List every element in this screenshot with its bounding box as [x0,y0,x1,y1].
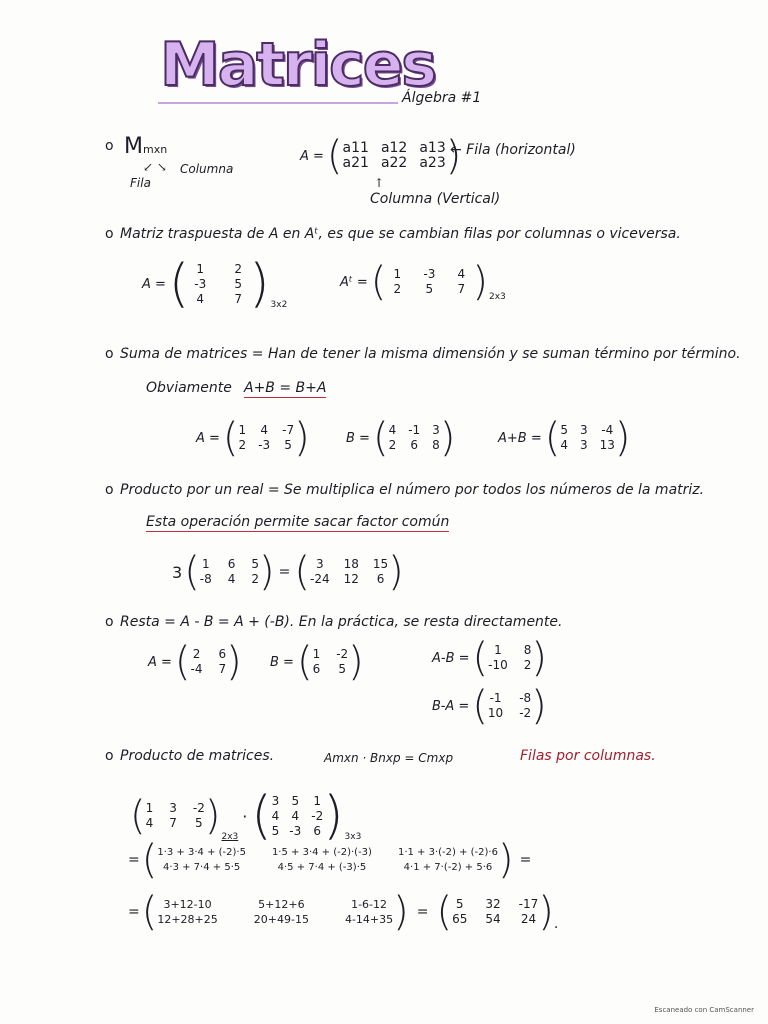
cell: 7 [169,816,177,830]
matrix-a [142,254,288,314]
cell: 7 [457,282,466,296]
suma-heading: Suma de matrices = Han de tener la misma dimensión y se suman término por término. [120,346,741,362]
cell: 4·1 + 7·(-2) + 5·6 [403,862,493,873]
cell: -4 [190,662,203,676]
cell: a12 [380,140,408,156]
left-paren: ( [141,889,158,935]
left-paren: ( [544,415,561,461]
cell: 2 [238,438,247,452]
cell: 4 [260,423,268,437]
producto-matrices-heading: Producto de matrices. [120,748,275,764]
right-paren: ) [531,635,547,681]
right-paren: ) [531,683,547,729]
cell: 3 [432,423,440,437]
cell: 3+12-10 [163,898,212,911]
cell: 3 [315,557,324,571]
matrix-label: A = [142,276,166,292]
cell: 2 [251,572,260,586]
cell: a23 [419,155,446,171]
cell: 2 [523,658,532,672]
left-paren: ( [130,793,146,839]
cell: 6 [313,823,322,838]
matrix-a-plus-b [498,415,631,461]
cell: 54 [485,912,501,926]
cell: 2 [393,282,402,296]
equals-sign: = [128,852,140,868]
matrix-label: B = [270,654,294,670]
cell: -2 [192,801,205,815]
equals-sign: = [278,564,291,580]
arrow-up-icon: ↑ [374,176,385,190]
product-sums [128,889,559,935]
dot-operator: · [242,806,248,826]
matrix-a-resta [148,639,242,685]
cell: 6 [227,557,236,571]
title-underline [158,102,398,104]
dimension: 2x3 [488,292,506,302]
cell: -7 [282,423,295,437]
columna-label: Columna [180,162,234,176]
bullet-6: o [105,748,114,764]
cell: 13 [599,438,615,452]
cell: -8 [199,572,212,586]
cell: 1-6-12 [351,898,388,911]
cell: 1 [312,647,321,661]
cell: a22 [380,155,408,171]
right-paren: ) [226,639,242,685]
cell: 5+12+6 [258,898,305,911]
left-paren: ( [326,133,343,179]
right-paren: ) [538,889,554,935]
cell: -1 [408,423,421,437]
cell: 5 [195,816,203,830]
left-paren: ( [436,889,453,935]
cell: 3 [271,793,280,808]
cell: -2 [311,808,324,823]
bullet-1: o [105,138,114,154]
cell: 1 [238,423,247,437]
cell: 2 [234,261,243,276]
equals-sign: = [519,852,532,868]
matrix-b-resta [270,639,364,685]
cell: a21 [342,155,369,171]
cell: -1 [489,691,502,705]
cell: -3 [423,267,436,281]
cell: 1 [393,267,402,281]
left-paren: ( [168,254,190,314]
matrix-a-general [300,133,462,179]
cell: 3 [579,438,588,452]
m-subscript: mxn [142,143,168,156]
cell: 1·1 + 3·(-2) + (-2)·6 [397,847,498,858]
resta-heading: Resta = A - B = A + (-B). En la práctica, se resta directamente. [120,614,563,630]
cell: -2 [336,647,349,661]
cell: 4-14+35 [344,913,394,926]
cell: -24 [310,572,330,586]
right-paren: ) [445,133,462,179]
cell: 5 [425,282,434,296]
product-dimension-formula: Amxn · Bnxp = Cmxp [324,751,454,765]
left-paren: ( [296,639,313,685]
cell: 5 [455,897,464,911]
cell: 1·3 + 3·4 + (-2)·5 [157,847,246,858]
dimension: 3x3 [344,832,362,842]
left-paren: ( [184,549,200,595]
producto-real-heading: Producto por un real = Se multiplica el número por todos los números de la matriz. [120,482,705,498]
matrix-label: Aᵗ = [340,274,368,290]
right-paren: ) [439,415,456,461]
cell: 6 [312,662,321,676]
traspuesta-heading: Matriz traspuesta de A en Aᵗ, es que se cambian filas por columnas o viceversa. [120,226,681,242]
dimension: 3x2 [270,300,288,310]
cell: 15 [372,557,389,571]
cell: 65 [452,912,468,926]
cell: 24 [520,912,537,926]
cell: 4 [388,423,397,437]
obviamente-label: Obviamente [146,380,232,396]
matrix-a-sum [196,415,310,461]
cell: 1·5 + 3·4 + (-2)·(-3) [271,847,372,858]
cell: 1 [201,557,210,571]
left-paren: ( [174,639,191,685]
equals-sign: = [416,904,429,920]
left-paren: ( [472,635,489,681]
right-paren: ) [497,837,514,883]
cell: 4 [145,816,154,830]
cell: 3 [579,423,588,437]
cell: 4 [227,572,236,586]
matrix-b-minus-a [432,683,547,729]
cell: 18 [343,557,359,571]
cell: 6 [410,438,418,452]
matrix-label: A = [300,148,324,164]
period: . [553,916,559,932]
cell: a11 [342,140,369,156]
cell: 12 [343,572,359,586]
right-paren: ) [388,549,404,595]
equals-sign: = [128,904,140,920]
cell: 32 [485,897,501,911]
left-paren: ( [472,683,488,729]
left-paren: ( [222,415,239,461]
right-paren: ) [294,415,310,461]
scanner-watermark: Escaneado con CamScanner [654,1006,754,1014]
m-symbol [124,134,167,159]
matrix-product-factors [130,786,362,846]
cell: 5 [291,793,300,808]
cell: -3 [289,823,302,838]
left-paren: ( [251,786,272,846]
cell: 6 [218,647,227,661]
page-title: Matrices [160,30,436,100]
cell: a13 [419,140,446,156]
cell: 10 [487,706,504,720]
cell: -3 [258,438,271,452]
right-paren: ) [249,254,270,314]
matrix-label: B-A = [432,698,470,714]
cell: 4 [196,291,205,306]
scalar: 3 [172,562,183,582]
cell: 4 [560,438,568,452]
factor-comun-note: Esta operación permite sacar factor común [146,514,450,530]
right-paren: ) [323,786,344,846]
filas-por-columnas-note: Filas por columnas. [520,748,656,764]
right-paren: ) [614,415,631,461]
arrows-icon: ↙ ↘ [143,160,167,174]
cell: 2 [192,647,201,661]
right-paren: ) [204,793,221,839]
cell: 7 [234,291,243,306]
commutative-property: A+B = B+A [244,380,327,396]
cell: 12+28+25 [157,913,218,926]
cell: 4·3 + 7·4 + 5·5 [163,862,241,873]
cell: 8 [523,643,532,657]
cell: 20+49-15 [253,913,309,926]
fila-note: ← Fila (horizontal) [450,142,576,158]
cell: 7 [218,662,227,676]
cell: 4 [457,267,466,281]
cell: 8 [432,438,440,452]
left-paren: ( [294,549,310,595]
columna-note: Columna (Vertical) [370,191,501,207]
cell: -10 [488,658,508,672]
cell: 1 [494,643,502,657]
matrix-label: A+B = [498,430,542,446]
cell: 4·5 + 7·4 + (-3)·5 [277,862,367,873]
bullet-2: o [105,226,114,242]
dimension: 2x3 [221,832,239,842]
right-paren: ) [348,639,364,685]
m-letter: M [124,134,143,159]
cell: -3 [194,276,207,291]
matrix-label: B = [346,430,370,446]
cell: -2 [519,706,532,720]
cell: 5 [271,823,280,838]
matrix-at [340,259,506,305]
right-paren: ) [393,889,409,935]
matrix-label: A-B = [432,650,470,666]
matrix-label: A = [148,654,172,670]
cell: 3 [169,801,177,815]
right-paren: ) [259,549,275,595]
subtitle: Álgebra #1 [402,90,482,106]
cell: 4 [271,808,280,823]
bullet-5: o [105,614,114,630]
scalar-product [172,549,404,595]
cell: 4 [291,808,300,823]
fila-label: Fila [130,176,151,190]
cell: 1 [313,793,322,808]
matrix-a-minus-b [432,635,547,681]
left-paren: ( [372,415,389,461]
left-paren: ( [141,837,158,883]
left-paren: ( [370,259,387,305]
cell: -17 [518,897,539,911]
matrix-label: A = [196,430,220,446]
cell: -4 [601,423,614,437]
cell: 1 [145,801,154,815]
cell: 5 [338,662,346,676]
bullet-4: o [105,482,114,498]
cell: 5 [251,557,260,571]
cell: 5 [284,438,292,452]
cell: 5 [560,423,568,437]
cell: 1 [196,261,205,276]
cell: 6 [376,572,385,586]
bullet-3: o [105,346,114,362]
cell: 2 [388,438,397,452]
cell: -8 [519,691,532,705]
cell: 5 [234,276,243,291]
matrix-b-sum [346,415,456,461]
right-paren: ) [472,259,488,305]
